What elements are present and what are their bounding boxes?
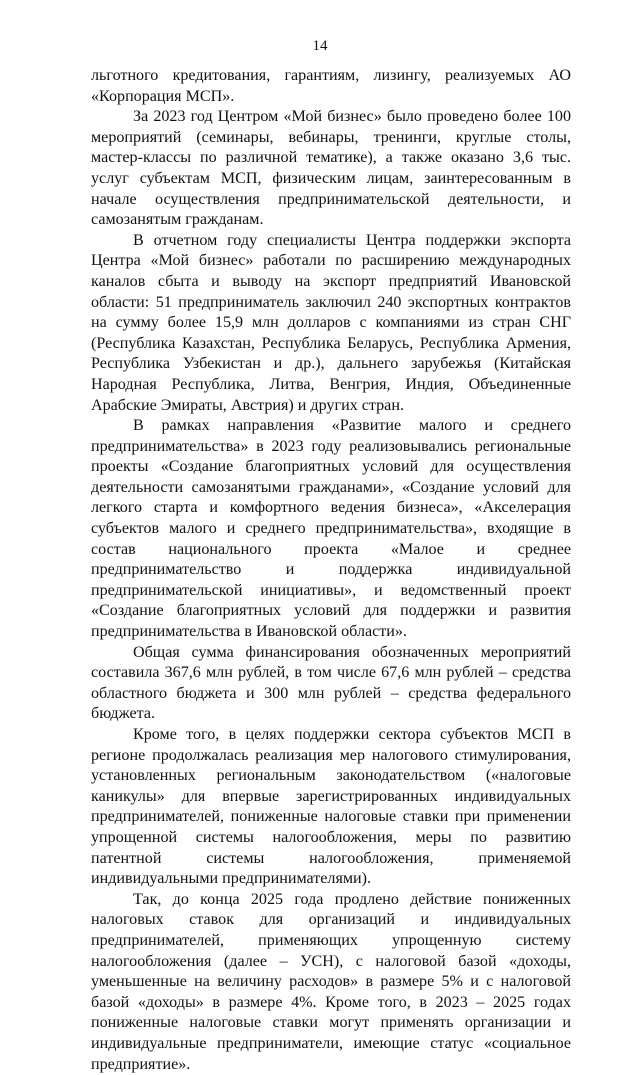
page-number: 14 bbox=[312, 38, 328, 54]
paragraph-tax-incentives: Кроме того, в целях поддержки сектора субъектов МСП в регионе продолжалась реализация мер налогового стимулирования, установленных региональным законодательством («налоговые каникулы» для впервые зарегистрированных индивидуальных предпринимателей, пониженные налоговые ставки при применении упрощенной системы налогообложения, меры по развитию патентной системы налогообложения, применяемой индивидуальными предпринимателями). bbox=[91, 726, 571, 888]
paragraph-moy-biznes-events: За 2023 год Центром «Мой бизнес» было проведено более 100 мероприятий (семинары, вебинары, тренинги, круглые столы, мастер-классы по различной тематике), а также оказано 3,6 тыс. услуг субъектам МСП, физическим лицам, заинтересованным в начале осуществления предпринимательской деятельности, и самозанятым гражданам. bbox=[91, 108, 571, 229]
body-text bbox=[91, 66, 571, 1075]
paragraph-funding: Общая сумма финансирования обозначенных мероприятий составила 367,6 млн рублей, в том числе 67,6 млн рублей – средства областного бюджета и 300 млн рублей – средства федерального бюджета. bbox=[91, 643, 571, 723]
paragraph-continuation: льготного кредитования, гарантиям, лизингу, реализуемых АО «Корпорация МСП». bbox=[91, 67, 571, 105]
paragraph-reduced-tax-rates: Так, до конца 2025 года продлено действие пониженных налоговых ставок для организаций и индивидуальных предпринимателей, применяющих упрощенную систему налогообложения (далее – УСН), с налоговой базой «доходы, уменьшенные на величину расходов» в размере 5% и с налоговой базой «доходы» в размере 4%. Кроме того, в 2023 – 2025 годах пониженные налоговые ставки могут применять организации и индивидуальные предприниматели, имеющие статус «социальное предприятие». bbox=[91, 890, 571, 1073]
paragraph-export-support: В отчетном году специалисты Центра поддержки экспорта Центра «Мой бизнес» работали по расширению международных каналов сбыта и выводу на экспорт предприятий Ивановской области: 51 предприниматель заключил 240 экспортных контрактов на сумму более 15,9 млн долларов с компаниями из стран СНГ (Республика Казахстан, Республика Беларусь, Республика Армения, Республика Узбекистан и др.), дальнего зарубежья (Китайская Народная Республика, Литва, Венгрия, Индия, Объединенные Арабские Эмираты, Австрия) и других стран. bbox=[91, 231, 571, 414]
paragraph-regional-projects: В рамках направления «Развитие малого и среднего предпринимательства» в 2023 году реализовывались региональные проекты «Создание благоприятных условий для осуществления деятельности самозанятыми гражданами», «Создание условий для легкого старта и комфортного ведения бизнеса», «Акселерация субъектов малого и среднего предпринимательства», входящие в состав национального проекта «Малое и среднее предпринимательство и поддержка индивидуальной предпринимательской инициативы», и ведомственный проект «Создание благоприятных условий для поддержки и развития предпринимательства в Ивановской области». bbox=[91, 417, 571, 641]
